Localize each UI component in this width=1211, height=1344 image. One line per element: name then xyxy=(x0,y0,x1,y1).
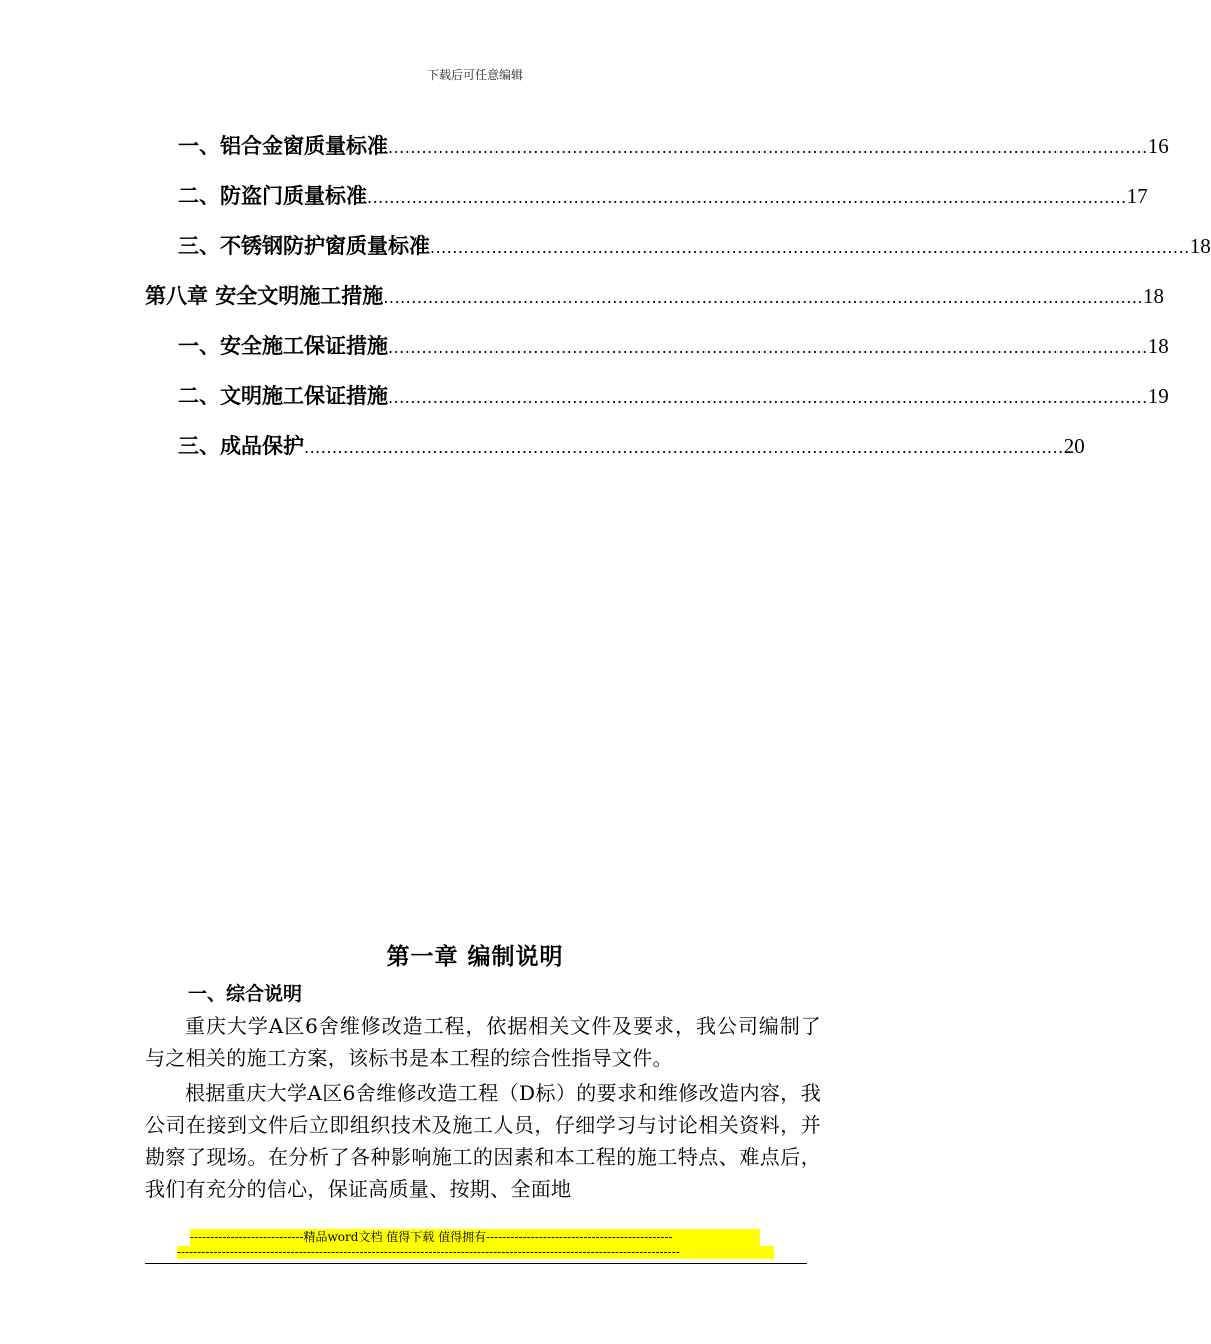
toc-entry-label: 二、防盗门质量标准 xyxy=(178,183,367,208)
toc-entry-page: 19 xyxy=(1147,384,1169,408)
toc-entry-label: 一、铝合金窗质量标准 xyxy=(178,133,388,158)
toc-entry-page: 16 xyxy=(1147,134,1169,158)
body-paragraph: 重庆大学A区6舍维修改造工程，依据相关文件及要求，我公司编制了与之相关的施工方案，该标书是本工程的综合性指导文件。 xyxy=(145,1014,821,1070)
toc-entry-chapter[interactable] xyxy=(145,280,1164,330)
toc-entry-page: 18 xyxy=(1189,234,1211,258)
toc-entry[interactable] xyxy=(145,330,1169,380)
toc-entry[interactable] xyxy=(145,380,1169,430)
toc-leader-dots: ........................................................................................................................................ xyxy=(430,238,1190,257)
footer-divider xyxy=(145,1263,807,1264)
toc-leader-dots: ........................................................................................................................................ xyxy=(388,338,1148,357)
toc-entry-label: 一、安全施工保证措施 xyxy=(178,333,388,358)
toc-entry[interactable] xyxy=(145,430,1085,480)
toc-entry-label: 三、成品保护 xyxy=(178,433,304,458)
toc-leader-dots: ........................................................................................................................................ xyxy=(304,438,1064,457)
toc-entry-label: 二、文明施工保证措施 xyxy=(178,383,388,408)
toc-entry-label: 三、不锈钢防护窗质量标准 xyxy=(178,233,430,258)
table-of-contents xyxy=(145,130,1211,480)
toc-entry-page: 17 xyxy=(1126,184,1148,208)
body-paragraph: 根据重庆大学A区6舍维修改造工程（D标）的要求和维修改造内容，我公司在接到文件后立即组织技术及施工人员，仔细学习与讨论相关资料，并勘察了现场。在分析了各种影响施工的因素和本工程的施工特点、难点后，我们有充分的信心，保证高质量、按期、全面地 xyxy=(145,1081,821,1201)
toc-leader-dots: ........................................................................................................................................ xyxy=(388,138,1148,157)
toc-entry-page: 18 xyxy=(1147,334,1169,358)
toc-entry[interactable] xyxy=(145,180,1148,230)
toc-leader-dots: ........................................................................................................................................ xyxy=(367,188,1127,207)
page-header: 下载后可任意编辑 xyxy=(426,68,523,82)
toc-leader-dots: ........................................................................................................................................ xyxy=(383,288,1143,307)
chapter-title: 第一章 编制说明 xyxy=(386,943,564,970)
toc-leader-dots: ........................................................................................................................................ xyxy=(388,388,1148,407)
toc-entry-page: 18 xyxy=(1143,284,1164,308)
toc-entry-page: 20 xyxy=(1063,434,1085,458)
footer-banner-dashes: ---------------------------------------------------------------------------------------------------------------------------- xyxy=(177,1246,774,1259)
toc-entry-label: 第八章 安全文明施工措施 xyxy=(145,283,384,308)
toc-entry[interactable] xyxy=(145,230,1211,280)
toc-entry[interactable] xyxy=(145,130,1169,180)
section-title: 一、综合说明 xyxy=(188,983,303,1005)
footer-banner: ----------------------------精品word文档 值得下载 值得拥有---------------------------------------------- xyxy=(190,1229,760,1246)
